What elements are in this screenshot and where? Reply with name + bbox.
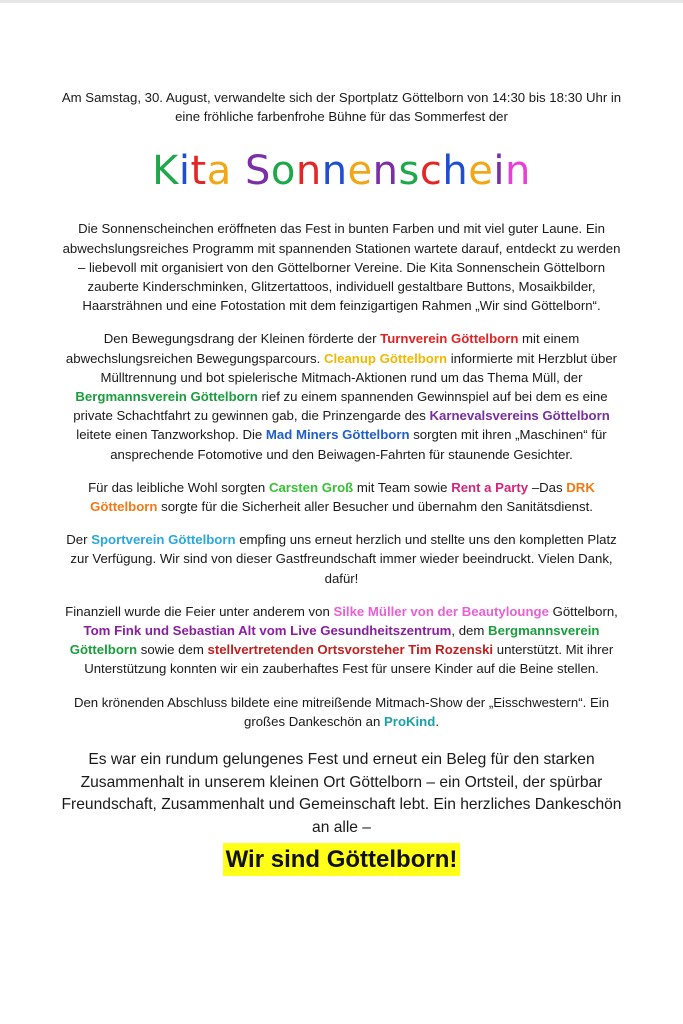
paragraph-text: . xyxy=(435,713,439,729)
title-letter: n xyxy=(295,148,322,195)
paragraph-text: Für das leibliche Wohl sorgten xyxy=(88,479,269,495)
highlighted-name: Turnverein Göttelborn xyxy=(380,331,519,347)
title-letter: n xyxy=(372,148,399,195)
paragraph-text: mit Team sowie xyxy=(353,479,452,495)
title-letter: i xyxy=(493,148,505,195)
highlighted-name: Mad Miners Göttelborn xyxy=(265,427,410,443)
paragraph-text: empfing uns erneut herzlich und stellte uns den kompletten Platz zur Verfügung. Wir sind von dieser Gastfreundschaft immer wieder beeindruckt. Vielen Dank, dafür! xyxy=(70,532,617,586)
paragraph-text: sorgten mit ihren „Maschinen“ für ansprechende Fotomotive und den Beiwagen-Fahrten für staunende Gesichter. xyxy=(110,427,607,462)
title-letter: c xyxy=(419,148,443,195)
title-letter: n xyxy=(504,148,531,195)
closing-paragraph: Es war ein rundum gelungenes Fest und erneut ein Beleg für den starken Zusammenhalt in unserem kleinen Ort Göttelborn – ein Ortsteil, der spürbar Freundschaft, Zusammenhalt und Gemeinschaft lebt. Ein herzliches Dankeschön an alle – xyxy=(61,751,622,836)
paragraph-text: , dem xyxy=(451,623,489,639)
highlighted-name: Bergmannsverein Göttelborn xyxy=(69,623,600,658)
title-letter: h xyxy=(442,148,469,195)
paragraph-finale xyxy=(60,693,623,731)
final-slogan: Wir sind Göttelborn! xyxy=(223,843,461,876)
paragraph-text: Den Bewegungsdrang der Kleinen förderte der xyxy=(103,331,381,347)
title-letter: n xyxy=(321,148,348,195)
paragraph-text: informierte mit Herzblut über Mülltrennung und bot spielerische Mitmach-Aktionen rund um das Thema Müll, der xyxy=(100,350,618,385)
paragraph-text: mit einem abwechslungsreichen Bewegungsparcours. xyxy=(65,331,580,366)
paragraph-text: –Das xyxy=(528,479,567,495)
highlighted-name: stellvertretenden Ortsvorsteher Tim Rozenski xyxy=(207,642,494,658)
page-title xyxy=(60,148,623,194)
title-letter: t xyxy=(190,148,207,195)
paragraph-text: Die Sonnenscheinchen eröffneten das Fest in bunten Farben und mit viel guter Laune. Ein abwechslungsreiches Programm mit spannenden Stationen wartete darauf, entdeckt zu werden – liebevoll mit organisiert von den Göttelborner Vereine. Die Kita Sonnenschein Göttelborn zauberte Kinderschminken, Glitzertattoos, individuell gestaltbare Buttons, Mosaikbilder, Haarsträhnen und eine Fotostation mit dem feinzigartigen Rahmen „Wir sind Göttelborn“. xyxy=(62,221,621,314)
highlighted-name: Sportverein Göttelborn xyxy=(91,532,236,548)
highlighted-name: Karnevalsvereins Göttelborn xyxy=(429,408,610,424)
paragraph-text: Den krönenden Abschluss bildete eine mitreißende Mitmach-Show der „Eisschwestern“. Ein großes Dankeschön an xyxy=(73,694,610,729)
paragraph-sponsors xyxy=(60,602,623,679)
top-border xyxy=(0,0,683,3)
title-letter: s xyxy=(398,148,420,195)
paragraph-text: unterstützt. Mit ihrer Unterstützung konnten wir ein zauberhaftes Fest für unsere Kinder auf die Beine stellen. xyxy=(84,642,614,677)
title-letter: S xyxy=(244,148,271,195)
highlighted-name: Rent a Party xyxy=(451,479,529,495)
highlighted-name: Silke Müller von der Beautylounge xyxy=(333,603,549,619)
paragraph-text: Finanziell wurde die Feier unter anderem von xyxy=(65,603,334,619)
paragraph-text: rief zu einem spannenden Gewinnspiel auf bei dem es eine private Schachtfahrt zu gewinnen gab, die Prinzengarde des xyxy=(73,389,608,424)
title-letter: i xyxy=(178,148,191,195)
highlighted-name: Bergmannsverein Göttelborn xyxy=(75,389,258,405)
paragraph-text: leitete einen Tanzworkshop. Die xyxy=(76,427,266,443)
title-letter: K xyxy=(152,148,179,195)
highlighted-name: Cleanup Göttelborn xyxy=(323,350,448,366)
intro-paragraph: Am Samstag, 30. August, verwandelte sich der Sportplatz Göttelborn von 14:30 bis 18:30 Uhr in eine fröhliche farbenfrohe Bühne für das Sommerfest der xyxy=(61,90,622,125)
title-letter: e xyxy=(468,148,494,195)
title-letter: e xyxy=(347,148,373,195)
title-letter: o xyxy=(270,148,296,195)
paragraph-catering xyxy=(60,478,623,516)
highlighted-name: ProKind xyxy=(384,713,436,729)
paragraph-text: Der xyxy=(66,532,92,548)
highlighted-name: DRK Göttelborn xyxy=(90,479,595,515)
paragraph-opening xyxy=(60,219,623,315)
paragraph-text: Göttelborn, xyxy=(548,603,618,619)
paragraph-stations xyxy=(60,329,623,463)
paragraph-text: sorgte für die Sicherheit aller Besucher und übernahm den Sanitätsdienst. xyxy=(157,499,593,515)
document xyxy=(60,88,623,876)
highlighted-name: Carsten Groß xyxy=(268,479,354,495)
paragraph-text: sowie dem xyxy=(137,642,208,658)
title-letter xyxy=(232,148,245,194)
paragraph-sportverein xyxy=(60,530,623,588)
highlighted-name: Tom Fink und Sebastian Alt vom Live Gesundheitszentrum xyxy=(83,623,452,639)
title-letter: a xyxy=(206,148,232,195)
